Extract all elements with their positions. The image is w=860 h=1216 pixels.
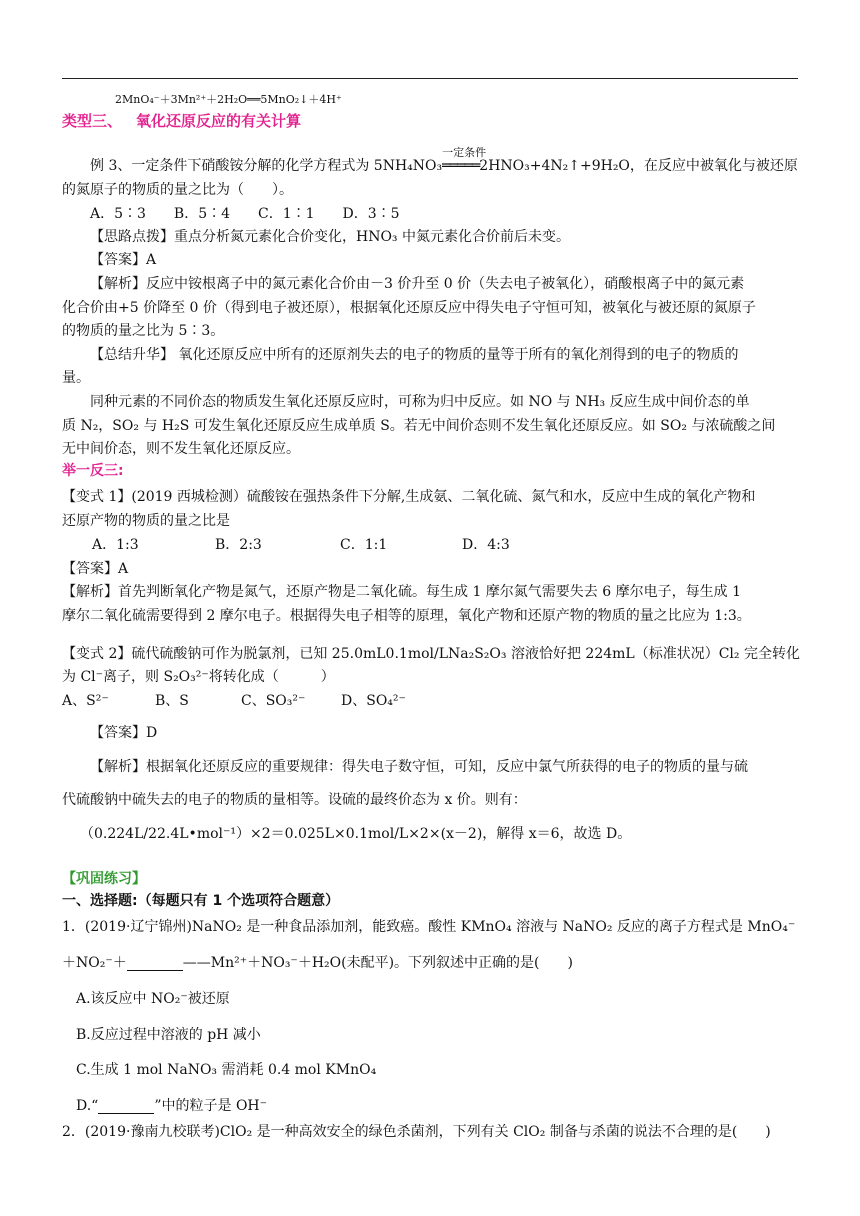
variant2-calculation: （0.224L/22.4L•mol⁻¹）×2＝0.025L×0.1mol/L×2×(x－2)，解得 x＝6，故选 D。 [80,826,632,842]
variant1-line1: 【变式 1】(2019 西城检测）硫酸铵在强热条件下分解,生成氨、二氧化硫、氮气和水，反应中生成的氧化产物和 [62,489,756,505]
question1-option-b: B.反应过程中溶液的 pH 减小 [76,1027,261,1043]
equals-arrow: ═════ [442,158,480,174]
practice-title: 【巩固练习】 [62,871,146,887]
example3-paragraph-1: 同种元素的不同价态的物质发生氧化还原反应时，可称为归中反应。如 NO 与 NH₃ 反应生成中间价态的单 [90,394,750,410]
variant1-option-a: A．1:3 [92,537,139,553]
variant1-answer: 【答案】A [62,561,129,577]
question1-blank [127,956,183,971]
question1-option-c: C.生成 1 mol NaNO₃ 需消耗 0.4 mol KMnO₄ [76,1062,377,1078]
question2-line1: 2．(2019·豫南九校联考)ClO₂ 是一种高效安全的绿色杀菌剂，下列有关 ClO₂ 制备与杀菌的说法不合理的是( ) [62,1124,771,1140]
variant1-option-d: D．4:3 [462,537,510,553]
variant2-line1: 【变式 2】硫代硫酸钠可作为脱氯剂，已知 25.0mL0.1mol/LNa₂S₂O₃ 溶液恰好把 224mL（标准状况）Cl₂ 完全转化 [62,646,800,662]
top-equation: 2MnO₄⁻＋3Mn²⁺＋2H₂O══5MnO₂↓＋4H⁺ [115,93,342,106]
example3-summary-1: 【总结升华】 氧化还原反应中所有的还原剂失去的电子的物质的量等于所有的氧化剂得到的电子的物质的 [90,347,739,363]
variant2-option-d: D、SO₄²⁻ [341,693,406,709]
juyifansan-heading: 举一反三: [62,463,124,479]
variant1-line2: 还原产物的物质的量之比是 [62,513,230,529]
variant1-analysis-2: 摩尔二氧化硫需要得到 2 摩尔电子。根据得失电子相等的原理，氧化产物和还原产物的物质的量之比应为 1:3。 [62,608,751,624]
question1-option-d-blank [98,1099,154,1114]
variant2-option-c: C、SO₃²⁻ [241,693,306,709]
example3-answer: 【答案】A [90,252,157,268]
header-rule [62,78,798,79]
practice-section: 一、选择题:（每题只有 1 个选项符合题意） [62,893,340,909]
example3-stem-line2: 的氮原子的物质的量之比为（ ）。 [62,182,293,198]
section-label: 类型三、 [62,112,123,130]
variant2-option-b: B、S [155,693,189,709]
question1-line2-pre: ＋NO₂⁻＋ [62,955,127,971]
question1-option-d-post: ”中的粒子是 OH⁻ [154,1098,268,1114]
example3-paragraph-2: 质 N₂，SO₂ 与 H₂S 可发生氧化还原反应生成单质 S。若无中间价态则不发生氧化还原反应。如 SO₂ 与浓硫酸之间 [62,418,776,434]
question1-line2 [62,954,573,972]
condition-label: 一定条件 [442,146,487,159]
variant2-line2: 为 Cl⁻离子，则 S₂O₃²⁻将转化成（ ） [62,669,335,685]
example3-stem-post: 2HNO₃+4N₂↑+9H₂O，在反应中被氧化与被还原 [479,158,798,174]
example3-stem-line1 [90,146,798,175]
variant2-analysis-1: 【解析】根据氧化还原反应的重要规律：得失电子数守恒，可知，反应中氯气所获得的电子的物质的量与硫 [90,759,748,775]
question1-line1: 1．(2019·辽宁锦州)NaNO₂ 是一种食品添加剂，能致癌。酸性 KMnO₄ 溶液与 NaNO₂ 反应的离子方程式是 MnO₄⁻ [62,919,796,935]
variant2-option-a: A、S²⁻ [62,693,109,709]
example3-analysis-3: 的物质的量之比为 5∶3。 [62,323,225,339]
example3-paragraph-3: 无中间价态，则不发生氧化还原反应。 [62,441,300,457]
question1-option-d-pre: D.“ [76,1098,99,1114]
example3-hint: 【思路点拨】重点分析氮元素化合价变化，HNO₃ 中氮元素化合价前后未变。 [90,229,570,245]
section-title: 氧化还原反应的有关计算 [136,112,302,130]
example3-stem-pre: 例 3、一定条件下硝酸铵分解的化学方程式为 5NH₄NO₃ [90,158,443,174]
variant1-option-b: B．2:3 [215,537,262,553]
condition-arrow [442,146,487,175]
example3-options: A．5∶3 B．5∶4 C．1∶1 D．3∶5 [90,206,400,222]
example3-analysis-1: 【解析】反应中铵根离子中的氮元素化合价由－3 价升至 0 价（失去电子被氧化），硝酸根离子中的氮元素 [90,276,745,292]
variant2-analysis-2: 代硫酸钠中硫失去的电子的物质的量相等。设硫的最终价态为 x 价。则有： [62,792,527,808]
example3-analysis-2: 化合价由+5 价降至 0 价（得到电子被还原），根据氧化还原反应中得失电子守恒可知，被氧化与被还原的氮原子 [62,300,756,316]
question1-option-a: A.该反应中 NO₂⁻被还原 [76,991,230,1007]
section-heading [62,112,301,130]
question1-line2-post: ——Mn²⁺＋NO₃⁻＋H₂O(未配平)。下列叙述中正确的是( ) [182,955,573,971]
variant1-analysis-1: 【解析】首先判断氧化产物是氮气，还原产物是二氧化硫。每生成 1 摩尔氮气需要失去 6 摩尔电子，每生成 1 [62,584,741,600]
variant1-option-c: C．1:1 [340,537,388,553]
example3-summary-2: 量。 [62,370,90,386]
variant2-answer: 【答案】D [90,725,158,741]
question1-option-d [76,1097,267,1115]
